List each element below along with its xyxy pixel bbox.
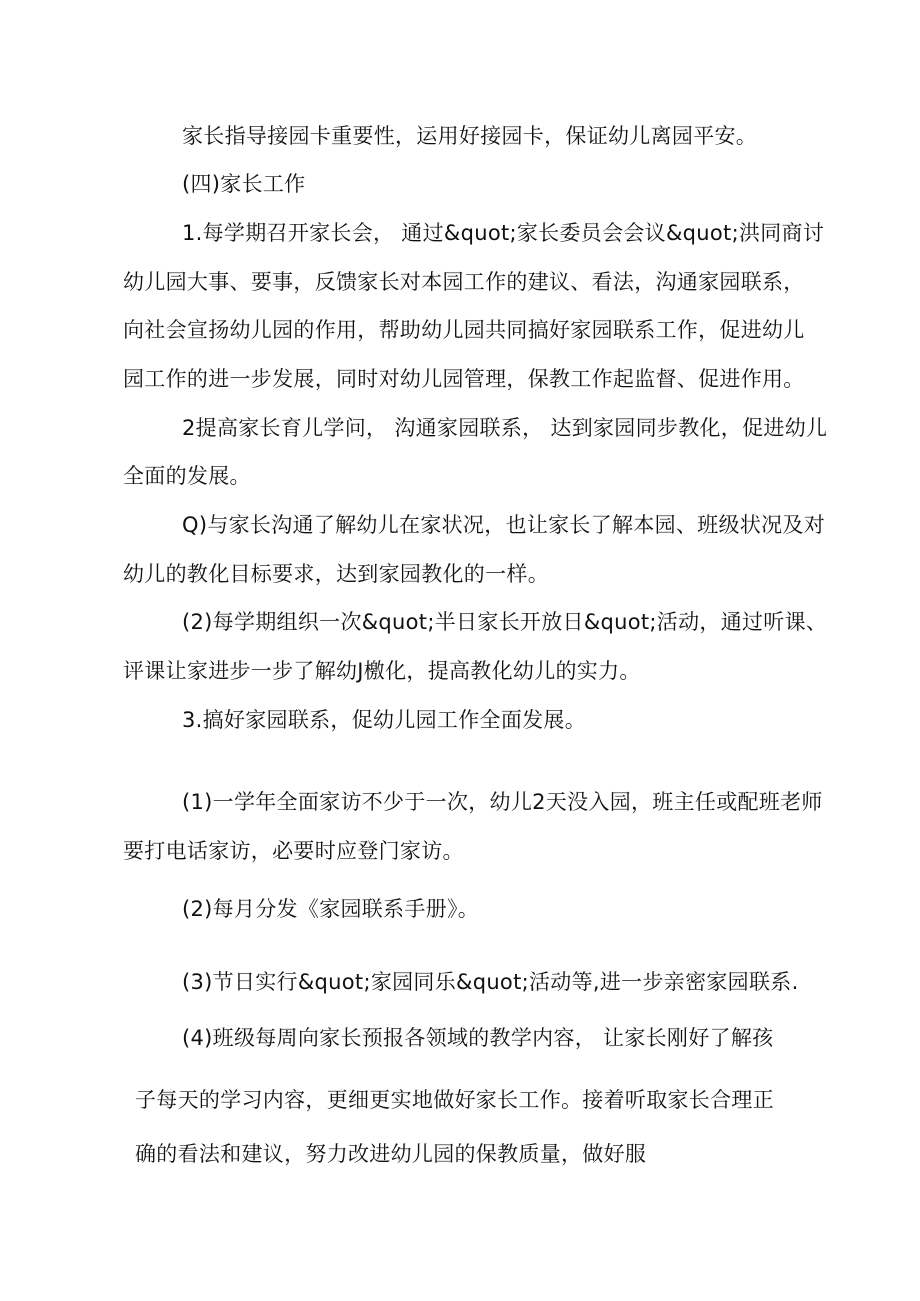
text-line: 2提高家长育儿学问， 沟通家园联系， 达到家园同步教化，促进幼儿 — [182, 416, 828, 440]
text-line: (2)每月分发《家园联系手册》。 — [182, 897, 480, 921]
text-line: (2)每学期组织一次&quot;半日家长开放日&quot;活动，通过听课、 — [182, 610, 828, 634]
text-line: 子每天的学习内容，更细更实地做好家长工作。接着听取家长合理正 — [135, 1088, 774, 1112]
text-line: (4)班级每周向家长预报各领域的教学内容， 让家长刚好了解孩 — [182, 1026, 774, 1050]
text-line: 要打电话家访，必要时应登门家访。 — [123, 839, 464, 863]
text-line: 向社会宣扬幼儿园的作用，帮助幼儿园共同搞好家园联系工作，促进幼儿 — [123, 318, 805, 342]
text-line: Q)与家长沟通了解幼儿在家状况，也让家长了解本园、班级状况及对 — [182, 513, 826, 537]
text-line: 家长指导接园卡重要性，运用好接园卡，保证幼儿离园平安。 — [182, 124, 758, 148]
text-line: 园工作的进一步发展，同时对幼儿园管理，保教工作起监督、促进作用。 — [123, 367, 805, 391]
section-heading: 3.搞好家园联系，促幼儿园工作全面发展。 — [182, 708, 587, 732]
text-line: 幼儿园大事、要事，反馈家长对本园工作的建议、看法，沟通家园联系， — [123, 270, 805, 294]
text-line: (3)节日实行&quot;家园同乐&quot;活动等,进一步亲密家园联系. — [182, 970, 799, 994]
text-line: 1.每学期召开家长会， 通过&quot;家长委员会会议&quot;洪同商讨 — [182, 221, 825, 245]
text-line: 幼儿的教化目标要求，达到家园教化的一样。 — [123, 562, 549, 586]
text-line: (1)一学年全面家访不少于一次，幼儿2天没入园，班主任或配班老师 — [182, 790, 823, 814]
section-heading: (四)家长工作 — [182, 172, 306, 196]
text-line: 评课让家进步一步了解幼J檄化，提高教化幼儿的实力。 — [123, 659, 641, 683]
text-line: 确的看法和建议，努力改进幼儿园的保教质量，做好服 — [135, 1142, 647, 1166]
text-line: 全面的发展。 — [123, 464, 251, 488]
